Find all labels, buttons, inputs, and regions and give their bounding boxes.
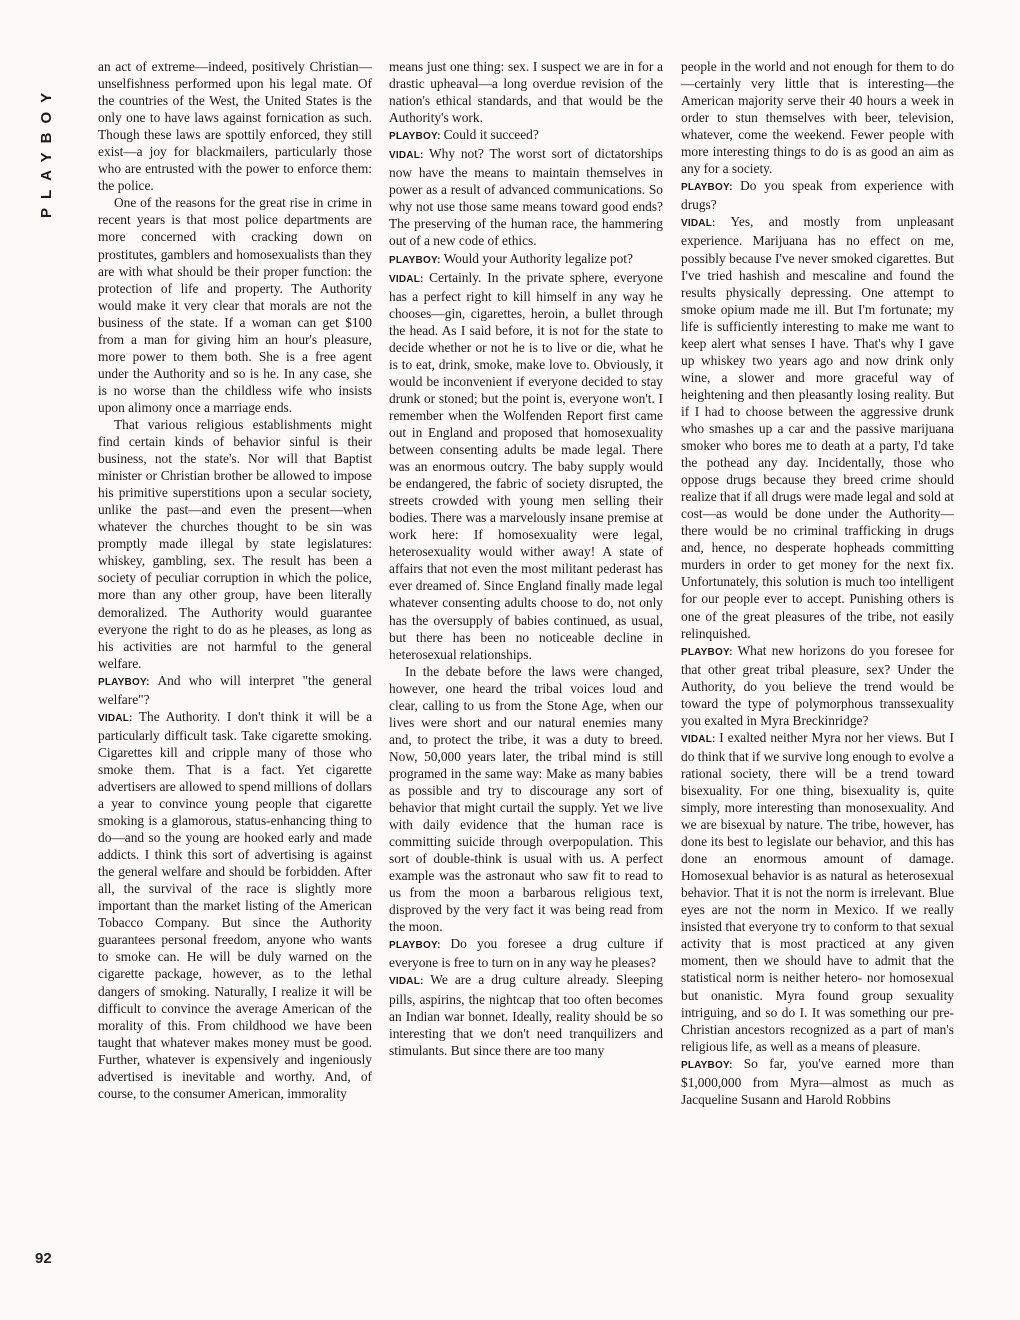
speaker-label: PLAYBOY: — [681, 646, 733, 658]
paragraph-text: people in the world and not enough for them to do—certainly very little that is interesting—the American majority serve their 40 hours a week in order to stun themselves with beer, television, whatever, come the weekend. Fewer people with more interesting things to do is as good an aim as any for a society. — [681, 59, 954, 177]
text-column-3 — [681, 58, 954, 1108]
paragraph-text: Yes, and mostly from unpleasant experience. Marijuana has no effect on me, possibly because I've never smoked cigarettes. But I've tried hashish and mescaline and found the results physically depressing. One attempt to smoke opium made me ill. But I'm fortunate; my life is sufficiently interesting to make me want to keep alert what senses I have. That's why I gave up whiskey two years ago and now drink only wine, a slower and more graceful way of heightening and then pleasantly losing reality. But if I had to choose between the aggressive drunk who smashes up a car and the passive marijuana smoker who bores me to death at a party, I'd take the pothead any day. Incidentally, those who oppose drugs because they breed crime should realize that if all drugs were made legal and sold at cost—as would be done under the Authority—there would be no criminal trafficking in drugs and, hence, no desperate hopheads committing murders in order to get money for the next fix. Unfortunately, this solution is much too intelligent for our people ever to accept. Punishing others is one of the great pleasures of the tribe, not easily relinquished. — [681, 214, 954, 641]
speaker-label: PLAYBOY: — [389, 940, 441, 952]
interview-exchange — [389, 971, 663, 1058]
magazine-name: PLAYBOY — [38, 83, 55, 218]
interview-exchange — [98, 672, 372, 708]
paragraph-text: We are a drug culture already. Sleeping pills, aspirins, the nightcap that too often becomes an Indian war bonnet. Ideally, reality should be so interesting that we don't need tranquilizers and stimulants. But since there are too many — [389, 972, 663, 1058]
paragraph-text: What new horizons do you foresee for that other great tribal pleasure, sex? Under the Authority, do you believe the trend would be toward the type of polymorphous transsexuality you exalted in Myra Breckinridge? — [681, 642, 954, 728]
interview-exchange — [681, 1055, 954, 1108]
paragraph-text: Do you speak from experience with drugs? — [681, 178, 954, 213]
speaker-label: PLAYBOY: — [681, 1059, 733, 1071]
interview-exchange — [389, 269, 663, 663]
article-paragraph — [98, 416, 372, 672]
paragraph-text: The Authority. I don't think it will be a particularly difficult task. Take cigarette smoking. Cigarettes kill and cripple many of those who smoke them. That is a fact. Yet cigarette advertisers are allowed to spend millions of dollars a year to convince young people that cigarette smoking is a glamorous, status-enhancing thing to do—and so the young are hooked early and made addicts. I think this sort of advertising is against the general welfare and should be forbidden. After all, the survival of the race is slightly more important than the market listing of the American Tobacco Company. But since the Authority guarantees personal freedom, anyone who wants to smoke can. He will be duly warned on the cigarette package, however, as to the lethal dangers of smoking. Naturally, I realize it will be difficult to convince the average American of the morality of this. From childhood we have been taught that whatever makes money must be good. Further, whatever is expensively and ingeniously advertised is inevitable and worthy. And, of course, to the consumer American, immorality — [98, 708, 373, 1101]
interview-exchange — [681, 729, 954, 1055]
interview-exchange — [681, 642, 954, 729]
paragraph-text: Certainly. In the private sphere, everyone has a perfect right to kill himself in any way he chooses—gin, cigarettes, heroin, a bullet through the head. As I said before, it is not for the state to decide whether or not he is to live or die, what he is to eat, drink, smoke, make love to. Obviously, it would be inconvenient if everyone decided to stay drunk or stoned; but the point is, everyone won't. I remember when the Wolfenden Report first came out in England and proposed that homosexuality between consenting adults be made legal. There was an enormous outcry. The baby supply would be endangered, the fabric of society disrupted, the streets crowded with young men selling their bodies. There was a marvelously insane premise at work here: If homosexuality were legal, heterosexuality would wither away! A state of affairs that not even the most militant pederast has ever dreamed of. Since England finally made legal whatever consenting adults choose to do, not only has the oversupply of babies continued, as usual, but there has been no noticeable decline in heterosexual relationships. — [389, 269, 663, 662]
article-paragraph — [98, 58, 372, 194]
interview-exchange — [681, 213, 954, 641]
paragraph-text: In the debate before the laws were changed, however, one heard the tribal voices loud and clear, calling to us from the Stone Age, when our lives were short and our natural enemies many and, to protect the tribe, it was a duty to breed. Now, 50,000 years later, the tribal mind is still programed in the same way: Make as many babies as possible and try to discourage any sort of behavior that might curtail the supply. Yet we live with daily evidence that the human race is committing suicide through overpopulation. This sort of double-think is usual with us. A perfect example was the astronaut who saw fit to read to us from the moon a barbarous religious text, disproved by the very fact it was being read from the moon. — [389, 663, 663, 935]
paragraph-text: Would your Authority legalize pot? — [443, 250, 633, 266]
paragraph-text: That various religious establishments might find certain kinds of behavior sinful is their business, not the state's. Nor will that Baptist minister or Christian brother be allowed to impose his primitive superstitions upon a secular society, unlike the past—and even the present—when whatever the churches thought to be sin was promptly made illegal by state legislatures: whiskey, gambling, sex. The result has been a society of peculiar corruption in which the police, more than any other group, have been literally demoralized. The Authority would guarantee everyone the right to do as he pleases, as long as his activities are not harmful to the general welfare. — [98, 416, 372, 671]
speaker-label: VIDAL: — [389, 273, 424, 285]
page-number: 92 — [35, 1250, 52, 1267]
speaker-label: VIDAL: — [681, 218, 716, 230]
speaker-label: PLAYBOY: — [389, 254, 441, 266]
interview-exchange — [389, 935, 663, 971]
interview-exchange — [98, 708, 372, 1102]
paragraph-text: Why not? The worst sort of dictatorships now have the means to maintain themselves in power as a result of advanced communications. So why not use those same means toward good ends? The preserving of the human race, the hammering out of a new code of ethics. — [389, 146, 663, 249]
paragraph-text: an act of extreme—indeed, positively Christian—unselfishness performed upon his legal mate. Of the countries of the West, the United States is the only one to have laws against fornication as such. Though these laws are spottily enforced, they still exist—a joy for blackmailers, particularly those who are entrusted with the power to enforce them: the police. — [98, 59, 372, 194]
paragraph-text: Could it succeed? — [443, 127, 539, 143]
speaker-label: VIDAL: — [389, 976, 424, 988]
paragraph-text: So far, you've earned more than $1,000,000 from Myra—almost as much as Jacqueline Susann and Harold Robbins — [681, 1055, 954, 1107]
speaker-label: VIDAL: — [681, 733, 716, 745]
article-paragraph — [681, 58, 954, 177]
interview-exchange — [681, 177, 954, 213]
paragraph-text: And who will interpret "the general welfare"? — [98, 672, 373, 707]
paragraph-text: means just one thing: sex. I suspect we are in for a drastic upheaval—a long overdue revision of the nation's ethical standards, and that would be the Authority's work. — [389, 59, 663, 126]
paragraph-text: One of the reasons for the great rise in crime in recent years is that most police departments are more concerned with cracking down on prostitutes, gamblers and homosexualists than they are with what should be their proper function: the protection of life and property. The Authority would make it very clear that morals are not the business of the state. If a woman can get $100 from a man for giving him an hour's pleasure, more power to them both. She is a free agent under the Authority and so is he. In any case, she is no worse than the childless wife who insists upon alimony once a marriage ends. — [98, 195, 372, 415]
text-column-2 — [389, 58, 663, 1059]
speaker-label: VIDAL: — [389, 150, 424, 162]
paragraph-text: I exalted neither Myra nor her views. But I do think that if we survive long enough to evolve a rational society, there will be a trend toward bisexuality. For one thing, bisexuality is, quite simply, more interesting than monosexuality. And we are bisexual by nature. The tribe, however, has done its best to legislate our behavior, and this has done an enormous amount of damage. Homosexual behavior is as natural as heterosexual behavior. That it is not the norm is irrelevant. Blue eyes are not the norm in Mexico. If we really insisted that everyone try to conform to that sexual activity that is most practiced at any given moment, then we should have to admit that the statistical norm is neither hetero- nor homosexual but onanistic. Myra found group sexuality intriguing, and so do I. It was something our pre-Christian ancestors recognized as a part of man's religious life, as well as a means of pleasure. — [681, 729, 954, 1054]
article-paragraph — [389, 663, 663, 936]
speaker-label: VIDAL: — [98, 712, 133, 724]
text-column-1 — [98, 58, 372, 1102]
interview-exchange — [389, 145, 663, 249]
speaker-label: PLAYBOY: — [98, 676, 150, 688]
speaker-label: PLAYBOY: — [389, 131, 441, 143]
article-paragraph — [389, 58, 663, 126]
interview-exchange — [389, 126, 663, 145]
speaker-label: PLAYBOY: — [681, 182, 733, 194]
interview-exchange — [389, 250, 663, 269]
article-paragraph — [98, 194, 372, 416]
paragraph-text: Do you foresee a drug culture if everyone is free to turn on in any way he pleases? — [389, 936, 663, 971]
